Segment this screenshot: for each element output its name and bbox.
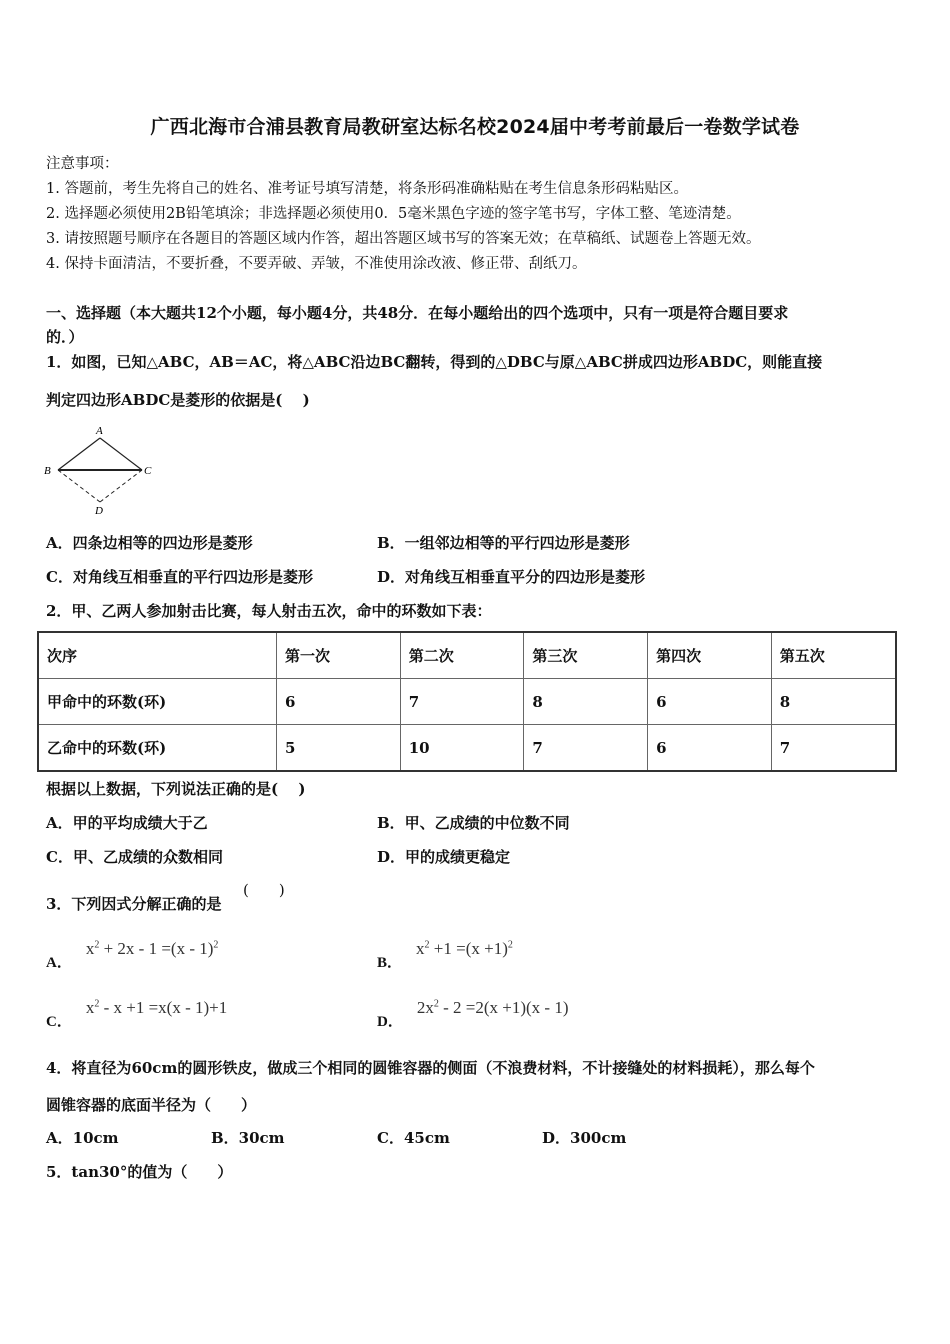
q3-option-d[interactable]: [377, 997, 569, 1030]
math-exponent: 2: [507, 939, 513, 951]
q3-option-a[interactable]: [46, 938, 219, 971]
q4-option-d[interactable]: D．300cm: [542, 1129, 627, 1147]
vertex-b: B: [44, 465, 51, 477]
q4-stem-cont: 圆锥容器的底面半径为（ ）: [46, 1096, 257, 1114]
table-cell: 7: [771, 725, 896, 772]
math-term: +1 =(x +1): [429, 939, 508, 958]
q1-stem-cont: 判定四边形ABDC是菱形的依据是( ): [46, 391, 310, 409]
page-title: 广西北海市合浦县教育局教研室达标名校2024届中考考前最后一卷数学试卷: [150, 116, 800, 138]
notes-heading: 注意事项：: [46, 156, 119, 172]
math-exponent: 2: [94, 939, 100, 951]
math-term: x: [85, 939, 95, 958]
table-header-cell: 第一次: [277, 632, 401, 679]
math-term: + 2x - 1 =(x - 1): [99, 939, 214, 958]
table-row: [38, 679, 896, 725]
q3-answer-paren: ( ): [243, 881, 285, 899]
table-cell: 甲命中的环数(环): [38, 679, 277, 725]
score-table: [37, 631, 897, 772]
rhombus-figure: [40, 420, 170, 520]
note-item: 3. 请按照题号顺序在各题目的答题区域内作答，超出答题区域书写的答案无效；在草稿纸、试题卷上答题无效。: [46, 231, 761, 247]
option-label: A．: [46, 955, 72, 971]
option-label: B．: [377, 955, 403, 971]
q3-stem: 3．下列因式分解正确的是: [46, 895, 222, 913]
section-heading-cont: 的．）: [46, 328, 84, 346]
table-cell: 8: [524, 679, 648, 725]
math-term: - x +1 =x(x - 1)+1: [99, 998, 228, 1017]
table-cell: 7: [400, 679, 524, 725]
math-term: x: [416, 939, 425, 958]
table-header-row: [38, 632, 896, 679]
q3-option-c[interactable]: [46, 997, 228, 1030]
q1-option-a[interactable]: A．四条边相等的四边形是菱形: [46, 534, 253, 552]
q4-option-a[interactable]: A．10cm: [46, 1129, 119, 1147]
math-term: 2x: [416, 998, 434, 1017]
table-cell: 7: [524, 725, 648, 772]
option-label: D．: [377, 1014, 403, 1030]
math-term: - 2 =2(x +1)(x - 1): [438, 998, 569, 1017]
q3-option-b[interactable]: [377, 938, 513, 971]
q2-option-c[interactable]: C．甲、乙成绩的众数相同: [46, 848, 223, 866]
q2-option-a[interactable]: A．甲的平均成绩大于乙: [46, 814, 208, 832]
q1-option-c[interactable]: C．对角线互相垂直的平行四边形是菱形: [46, 568, 313, 586]
table-header-cell: 第二次: [400, 632, 524, 679]
vertex-d: D: [95, 505, 103, 517]
q2-question: 根据以上数据，下列说法正确的是( ): [46, 780, 306, 798]
table-cell: 5: [277, 725, 401, 772]
q2-stem: 2．甲、乙两人参加射击比赛，每人射击五次，命中的环数如下表：: [46, 602, 492, 620]
math-exponent: 2: [213, 939, 219, 951]
table-cell: 8: [771, 679, 896, 725]
table-cell: 6: [648, 679, 772, 725]
option-label: C．: [46, 1014, 72, 1030]
q1-option-d[interactable]: D．对角线互相垂直平分的四边形是菱形: [377, 568, 646, 586]
q4-stem: 4．将直径为60cm的圆形铁皮，做成三个相同的圆锥容器的侧面（不浪费材料，不计接缝处的材料损耗），那么每个: [46, 1059, 815, 1077]
table-cell: 6: [648, 725, 772, 772]
math-exponent: 2: [424, 939, 430, 951]
math-exponent: 2: [433, 998, 439, 1010]
q4-option-b[interactable]: B．30cm: [211, 1129, 285, 1147]
q2-option-d[interactable]: D．甲的成绩更稳定: [377, 848, 511, 866]
table-cell: 10: [400, 725, 524, 772]
note-item: 2. 选择题必须使用2B铅笔填涂；非选择题必须使用0．5毫米黑色字迹的签字笔书写，字体工整、笔迹清楚。: [46, 206, 741, 222]
q1-option-b[interactable]: B．一组邻边相等的平行四边形是菱形: [377, 534, 630, 552]
math-exponent: 2: [94, 998, 100, 1010]
table-header-cell: 第三次: [524, 632, 648, 679]
q5-stem: 5．tan30°的值为（ ）: [46, 1163, 233, 1181]
table-header-cell: 第四次: [648, 632, 772, 679]
table-cell: 乙命中的环数(环): [38, 725, 277, 772]
table-cell: 6: [277, 679, 401, 725]
vertex-a: A: [96, 425, 103, 437]
q2-option-b[interactable]: B．甲、乙成绩的中位数不同: [377, 814, 570, 832]
table-row: [38, 725, 896, 772]
q1-stem: 1．如图，已知△ABC，AB＝AC，将△ABC沿边BC翻转，得到的△DBC与原△ABC拼成四边形ABDC，则能直接: [46, 353, 823, 371]
table-header-cell: 第五次: [771, 632, 896, 679]
q4-option-c[interactable]: C．45cm: [377, 1129, 450, 1147]
math-term: x: [85, 998, 95, 1017]
note-item: 4. 保持卡面清洁，不要折叠，不要弄破、弄皱，不准使用涂改液、修正带、刮纸刀。: [46, 256, 587, 272]
table-header-cell: 次序: [38, 632, 277, 679]
vertex-c: C: [144, 465, 152, 477]
note-item: 1. 答题前，考生先将自己的姓名、准考证号填写清楚，将条形码准确粘贴在考生信息条形码粘贴区。: [46, 181, 688, 197]
section-heading: 一、选择题（本大题共12个小题，每小题4分，共48分．在每小题给出的四个选项中，只有一项是符合题目要求: [46, 304, 789, 322]
